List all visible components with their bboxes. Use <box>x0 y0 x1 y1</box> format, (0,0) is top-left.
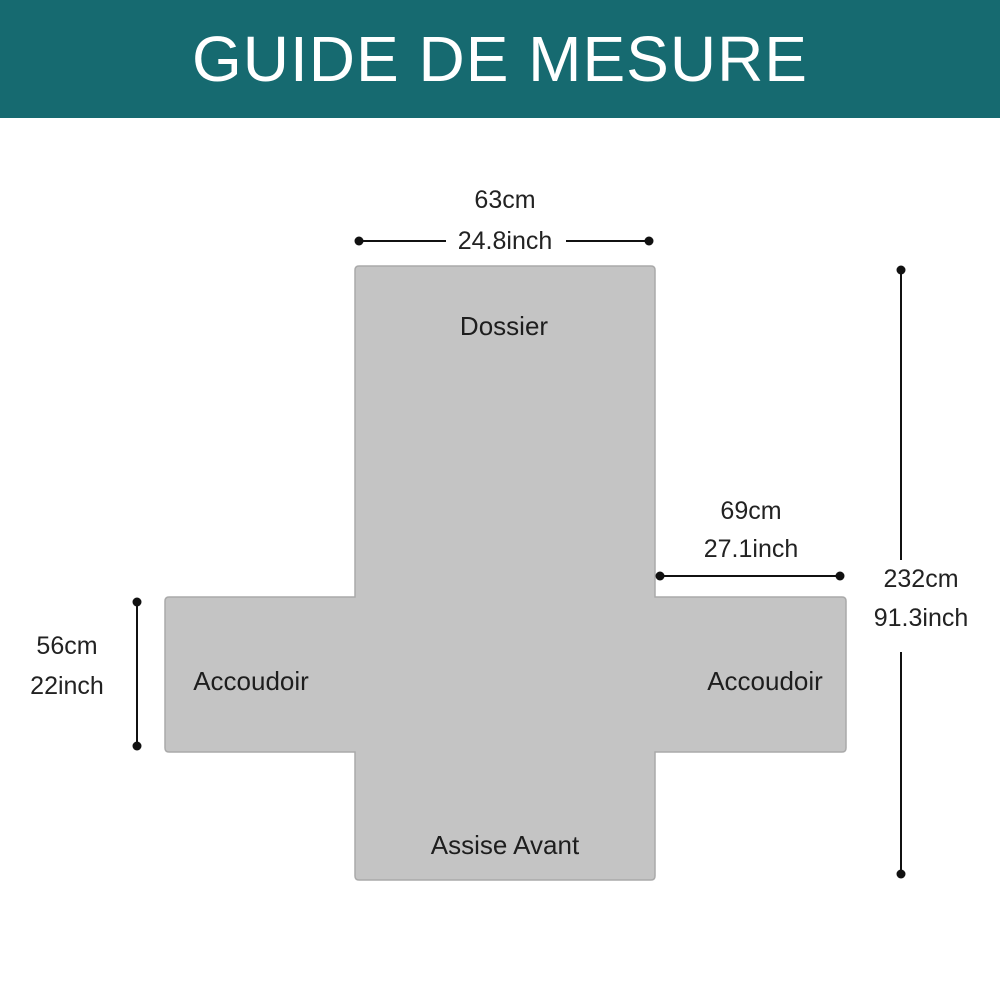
dimension-endpoint <box>133 742 142 751</box>
backrest-label: Dossier <box>459 311 549 341</box>
armrest-width-dimension <box>133 598 142 751</box>
dimension-endpoint <box>836 572 845 581</box>
backrest-width-cm: 63cm <box>474 186 536 214</box>
armrest-length-cm: 69cm <box>720 497 782 525</box>
dimension-endpoint <box>645 237 654 246</box>
dimension-endpoint <box>897 266 906 275</box>
backrest-width-inch: 24.8inch <box>457 227 553 255</box>
front-seat-label: Assise Avant <box>430 830 580 860</box>
cover-shape <box>165 266 846 880</box>
dimension-endpoint <box>355 237 364 246</box>
dimension-endpoint <box>656 572 665 581</box>
total-length-inch: 91.3inch <box>873 604 969 632</box>
armrest-length-dimension <box>656 572 845 581</box>
right-armrest-label: Accoudoir <box>707 666 823 696</box>
dimension-endpoint <box>133 598 142 607</box>
dimension-endpoint <box>897 870 906 879</box>
total-length-cm: 232cm <box>883 565 959 593</box>
armrest-width-inch: 22inch <box>30 672 104 700</box>
left-armrest-label: Accoudoir <box>193 666 309 696</box>
armrest-length-inch: 27.1inch <box>703 535 799 563</box>
armrest-width-cm: 56cm <box>36 632 98 660</box>
page-title: GUIDE DE MESURE <box>192 23 808 95</box>
